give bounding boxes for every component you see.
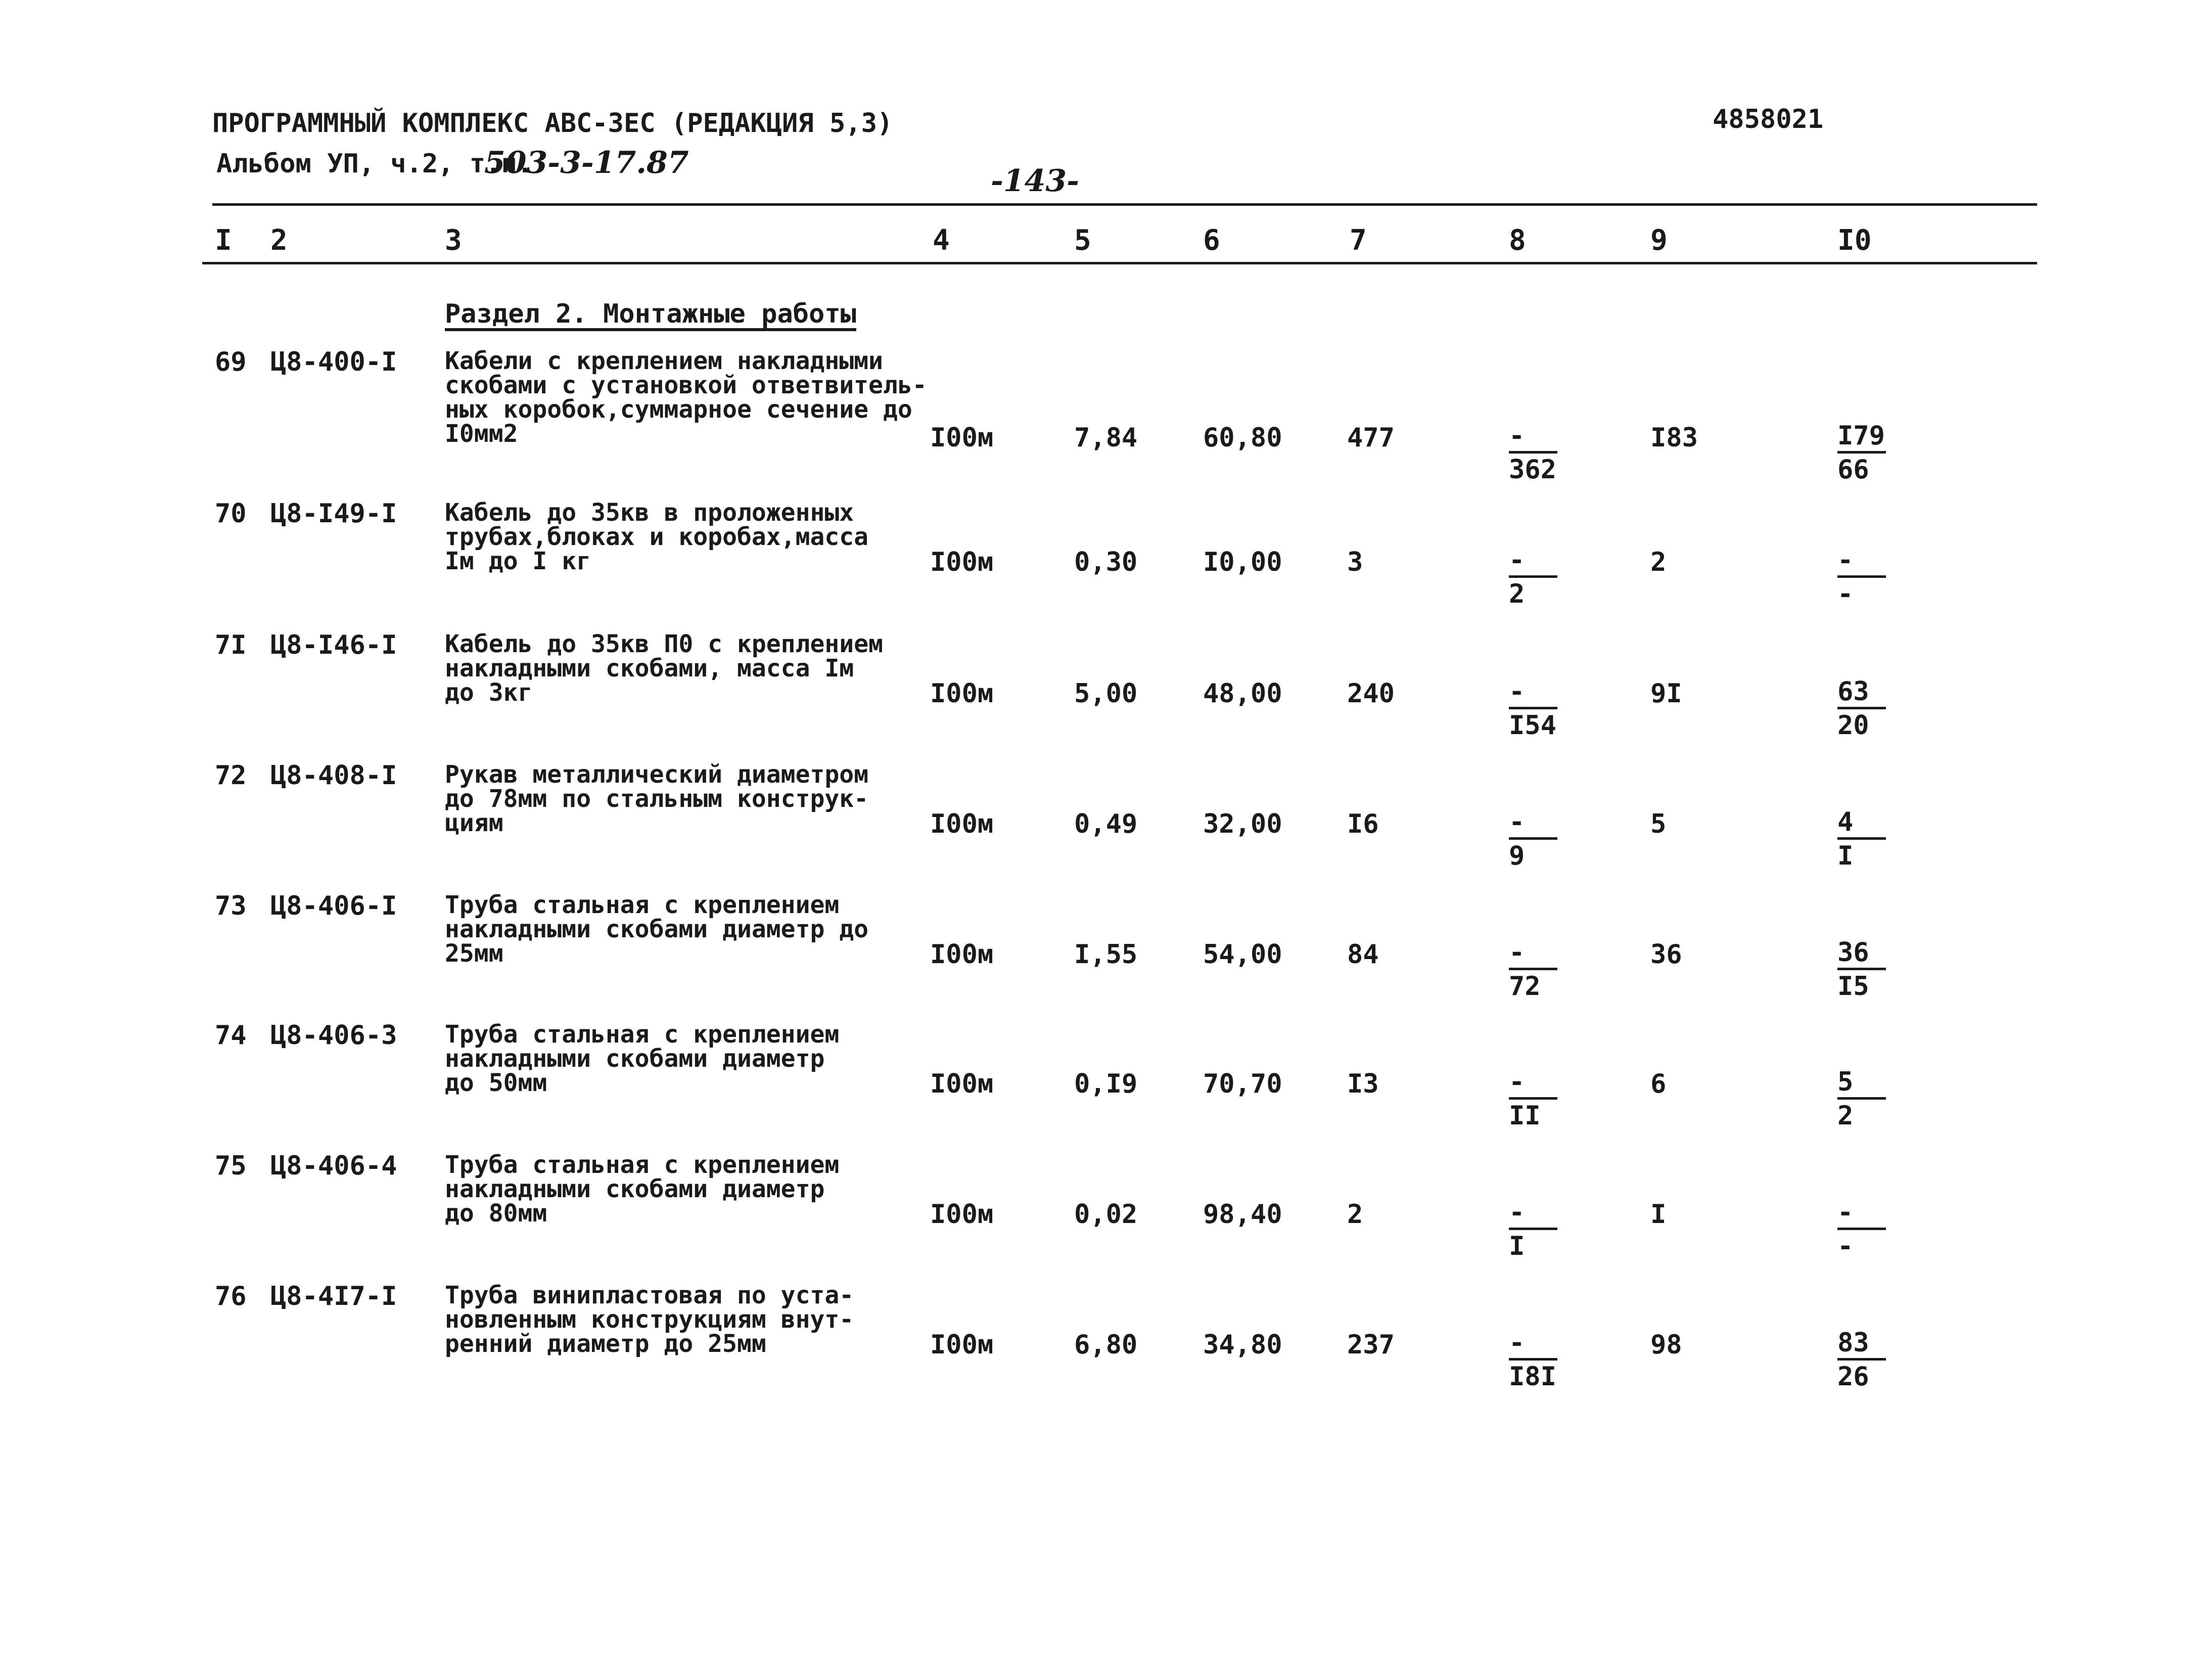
fraction-denominator: I8I — [1509, 1362, 1556, 1392]
fraction-numerator: 36 — [1837, 937, 1869, 968]
column-8-fraction — [1509, 547, 1559, 607]
fraction-denominator: I5 — [1837, 971, 1869, 1002]
row-number: 72 — [215, 760, 247, 791]
unit-cell: I00м — [930, 678, 994, 709]
unit-price-cell: 98,40 — [1203, 1199, 1282, 1230]
rate-code: Ц8-406-4 — [270, 1151, 397, 1181]
fraction-numerator: 5 — [1837, 1067, 1854, 1097]
column-9-cell: I83 — [1650, 423, 1698, 453]
album-reference: 503-3-17.87 — [484, 145, 689, 180]
fraction-numerator: - — [1837, 1197, 1854, 1228]
rate-code: Ц8-4I7-I — [270, 1281, 397, 1311]
row-number: 70 — [215, 499, 247, 529]
fraction-denominator: II — [1509, 1101, 1541, 1131]
column-8-fraction — [1509, 678, 1559, 739]
unit-cell: I00м — [930, 1330, 994, 1360]
total-cost-cell: 84 — [1347, 939, 1379, 970]
column-header: 5 — [1074, 224, 1091, 257]
fraction-numerator: - — [1509, 1067, 1525, 1097]
fraction-bar — [1509, 968, 1557, 970]
table-row — [0, 1153, 2212, 1283]
column-header: 9 — [1650, 224, 1668, 257]
fraction-bar — [1509, 575, 1557, 578]
row-number: 75 — [215, 1151, 247, 1181]
fraction-numerator: 63 — [1837, 676, 1869, 707]
row-number: 69 — [215, 347, 247, 377]
total-cost-cell: 3 — [1347, 547, 1363, 577]
total-cost-cell: 477 — [1347, 423, 1395, 453]
fraction-denominator: 2 — [1509, 579, 1525, 609]
column-header: 4 — [933, 224, 950, 257]
fraction-numerator: 83 — [1837, 1328, 1869, 1358]
table-row — [0, 893, 2212, 1023]
fraction-numerator: - — [1509, 1197, 1525, 1228]
unit-price-cell: 70,70 — [1203, 1069, 1282, 1099]
column-10-fraction — [1837, 1199, 1888, 1259]
page-number: -143- — [991, 163, 1080, 199]
total-cost-cell: 240 — [1347, 678, 1395, 709]
quantity-cell: 0,30 — [1074, 547, 1138, 577]
fraction-bar — [1837, 968, 1886, 970]
work-description: Труба стальная с креплением накладными скобами диаметр до 80мм — [445, 1151, 840, 1228]
unit-price-cell: 48,00 — [1203, 678, 1282, 709]
quantity-cell: 7,84 — [1074, 423, 1138, 453]
quantity-cell: 0,49 — [1074, 809, 1138, 839]
unit-price-cell: I0,00 — [1203, 547, 1282, 577]
fraction-bar — [1837, 1358, 1886, 1361]
fraction-denominator: 20 — [1837, 710, 1869, 741]
column-header: 2 — [270, 224, 288, 257]
column-10-fraction — [1837, 1330, 1888, 1390]
table-row — [0, 1283, 2212, 1414]
fraction-numerator: - — [1509, 421, 1525, 451]
program-title: ПРОГРАММНЫЙ КОМПЛЕКС АВС-ЗЕС (РЕДАКЦИЯ 5,3) — [212, 108, 893, 139]
column-10-fraction — [1837, 547, 1888, 607]
column-header: 6 — [1203, 224, 1220, 257]
fraction-numerator: 4 — [1837, 807, 1854, 837]
fraction-denominator: 9 — [1509, 841, 1525, 871]
column-header: I — [215, 224, 232, 257]
column-9-cell: I — [1650, 1199, 1667, 1230]
unit-cell: I00м — [930, 809, 994, 839]
work-description: Рукав металлический диаметром до 78мм по стальным конструк- циям — [445, 760, 869, 837]
table-row — [0, 632, 2212, 762]
fraction-numerator: - — [1509, 807, 1525, 837]
rate-code: Ц8-I49-I — [270, 499, 397, 529]
fraction-denominator: I — [1837, 841, 1854, 871]
column-8-fraction — [1509, 809, 1559, 869]
fraction-numerator: - — [1509, 937, 1525, 968]
work-description: Труба стальная с креплением накладными скобами диаметр до 50мм — [445, 1020, 840, 1097]
column-9-cell: 9I — [1650, 678, 1682, 709]
total-cost-cell: 2 — [1347, 1199, 1363, 1230]
table-row — [0, 501, 2212, 631]
column-9-cell: 98 — [1650, 1330, 1682, 1360]
column-10-fraction — [1837, 678, 1888, 739]
unit-cell: I00м — [930, 1069, 994, 1099]
fraction-bar — [1509, 1358, 1557, 1361]
work-description: Кабели с креплением накладными скобами с установкой ответвитель- ных коробок,суммарное сечение до I0мм2 — [445, 347, 927, 448]
row-number: 73 — [215, 891, 247, 921]
fraction-bar — [1837, 451, 1886, 454]
unit-cell: I00м — [930, 939, 994, 970]
column-8-fraction — [1509, 1069, 1559, 1129]
row-number: 76 — [215, 1281, 247, 1311]
unit-price-cell: 54,00 — [1203, 939, 1282, 970]
rate-code: Ц8-406-3 — [270, 1020, 397, 1051]
quantity-cell: 0,02 — [1074, 1199, 1138, 1230]
fraction-denominator: I54 — [1509, 710, 1556, 741]
column-9-cell: 36 — [1650, 939, 1682, 970]
table-header-rule — [202, 262, 2037, 264]
section-title: Раздел 2. Монтажные работы — [445, 301, 856, 331]
column-9-cell: 5 — [1650, 809, 1667, 839]
total-cost-cell: 237 — [1347, 1330, 1395, 1360]
fraction-bar — [1837, 1097, 1886, 1100]
table-row — [0, 347, 2212, 485]
column-10-fraction — [1837, 423, 1888, 483]
total-cost-cell: I6 — [1347, 809, 1379, 839]
column-header: 3 — [445, 224, 462, 257]
total-cost-cell: I3 — [1347, 1069, 1379, 1099]
fraction-numerator: - — [1509, 676, 1525, 707]
fraction-denominator: - — [1837, 579, 1854, 609]
fraction-bar — [1509, 707, 1557, 709]
unit-price-cell: 34,80 — [1203, 1330, 1282, 1360]
unit-price-cell: 60,80 — [1203, 423, 1282, 453]
rate-code: Ц8-I46-I — [270, 630, 397, 660]
column-header: 7 — [1350, 224, 1367, 257]
quantity-cell: I,55 — [1074, 939, 1138, 970]
column-header: I0 — [1837, 224, 1872, 257]
unit-cell: I00м — [930, 1199, 994, 1230]
table-row — [0, 1022, 2212, 1153]
fraction-denominator: 72 — [1509, 971, 1541, 1002]
fraction-denominator: 26 — [1837, 1362, 1869, 1392]
fraction-bar — [1509, 1228, 1557, 1230]
work-description: Кабель до 35кв в проложенных трубах,блоках и коробах,масса Iм до I кг — [445, 499, 869, 575]
table-row — [0, 762, 2212, 893]
fraction-numerator: I79 — [1837, 421, 1885, 451]
column-8-fraction — [1509, 1199, 1559, 1259]
fraction-bar — [1837, 575, 1886, 578]
fraction-numerator: - — [1837, 545, 1854, 575]
album-label: Альбом УП, ч.2, т.п. — [216, 149, 533, 179]
column-8-fraction — [1509, 1330, 1559, 1390]
document-number: 4858021 — [1713, 104, 1824, 134]
quantity-cell: 0,I9 — [1074, 1069, 1138, 1099]
fraction-bar — [1509, 451, 1557, 454]
rate-code: Ц8-400-I — [270, 347, 397, 377]
fraction-numerator: - — [1509, 1328, 1525, 1358]
unit-cell: I00м — [930, 547, 994, 577]
fraction-numerator: - — [1509, 545, 1525, 575]
unit-cell: I00м — [930, 423, 994, 453]
fraction-denominator: 66 — [1837, 455, 1869, 485]
fraction-denominator: 2 — [1837, 1101, 1854, 1131]
column-8-fraction — [1509, 423, 1559, 483]
rate-code: Ц8-408-I — [270, 760, 397, 791]
quantity-cell: 6,80 — [1074, 1330, 1138, 1360]
work-description: Труба винипластовая по уста- новленным конструкциям внут- ренний диаметр до 25мм — [445, 1281, 854, 1358]
fraction-bar — [1509, 837, 1557, 840]
column-9-cell: 6 — [1650, 1069, 1667, 1099]
fraction-bar — [1837, 837, 1886, 840]
fraction-bar — [1509, 1097, 1557, 1100]
column-header: 8 — [1509, 224, 1526, 257]
fraction-denominator: 362 — [1509, 455, 1556, 485]
unit-price-cell: 32,00 — [1203, 809, 1282, 839]
fraction-bar — [1837, 1228, 1886, 1230]
work-description: Труба стальная с креплением накладными скобами диаметр до 25мм — [445, 891, 869, 968]
column-10-fraction — [1837, 1069, 1888, 1129]
quantity-cell: 5,00 — [1074, 678, 1138, 709]
column-10-fraction — [1837, 939, 1888, 1000]
rate-code: Ц8-406-I — [270, 891, 397, 921]
row-number: 74 — [215, 1020, 247, 1051]
column-8-fraction — [1509, 939, 1559, 1000]
table-top-rule — [212, 203, 2037, 206]
column-10-fraction — [1837, 809, 1888, 869]
fraction-denominator: I — [1509, 1231, 1525, 1261]
column-9-cell: 2 — [1650, 547, 1667, 577]
work-description: Кабель до 35кв П0 с креплением накладными скобами, масса Iм до 3кг — [445, 630, 883, 707]
fraction-bar — [1837, 707, 1886, 709]
row-number: 7I — [215, 630, 247, 660]
fraction-denominator: - — [1837, 1231, 1854, 1261]
